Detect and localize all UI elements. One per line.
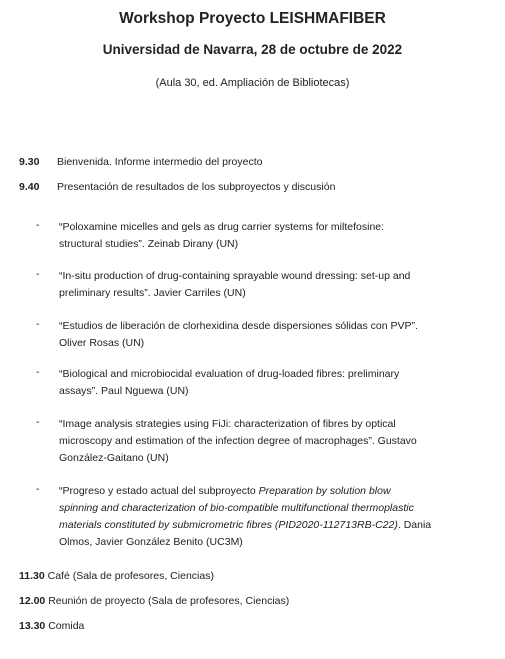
agenda-time: 13.30 [19, 620, 46, 632]
talk-line [59, 517, 479, 534]
talk-line-italic: Preparation by solution blow [258, 485, 391, 497]
talk-text [59, 268, 479, 302]
talk-text [59, 219, 479, 253]
talk-line: “Image analysis strategies using FiJi: characterization of fibres by optical [59, 418, 396, 430]
talk-bullet: - [36, 366, 40, 378]
agenda-time: 11.30 [19, 570, 45, 582]
talk-text [59, 416, 479, 467]
talk-line-plain: . Dania [397, 519, 432, 531]
document-title: Workshop Proyecto LEISHMAFIBER [119, 10, 386, 27]
document-location: (Aula 30, ed. Ampliación de Bibliotecas) [155, 77, 350, 89]
talk-text [59, 483, 479, 551]
talk-line: Olmos, Javier González Benito (UC3M) [59, 536, 243, 548]
talk-text [59, 366, 479, 400]
talk-bullet: - [36, 416, 40, 428]
talk-line-italic: materials constituted by submicrometric fibres (PID2020-112713RB-C22) [59, 519, 398, 531]
talk-line: Oliver Rosas (UN) [59, 337, 145, 349]
agenda-text: Comida [45, 620, 85, 632]
talk-line-plain: “Progreso y estado actual del subproyecto [59, 485, 259, 497]
agenda-text: Café (Sala de profesores, Ciencias) [44, 570, 214, 582]
talk-line: assays”. Paul Nguewa (UN) [59, 385, 189, 397]
talk-line: “Estudios de liberación de clorhexidina desde dispersiones sólidas con PVP”. [59, 320, 418, 332]
agenda-text: Reunión de proyecto (Sala de profesores, Ciencias) [45, 595, 290, 607]
talk-bullet: - [36, 483, 40, 495]
talk-text [59, 318, 479, 352]
talk-bullet: - [36, 268, 40, 280]
talk-line: “Poloxamine micelles and gels as drug carrier systems for miltefosine: [59, 221, 385, 233]
talk-line [59, 483, 479, 500]
agenda-item [19, 595, 289, 607]
talk-line: “Biological and microbiocidal evaluation of drug-loaded fibres: preliminary [59, 368, 400, 380]
talk-line-italic: spinning and characterization of bio-compatible multifunctional thermoplastic [59, 502, 414, 514]
talk-line: González-Gaitano (UN) [59, 452, 169, 464]
agenda-text: Presentación de resultados de los subproyectos y discusión [57, 181, 336, 193]
agenda-item [19, 570, 214, 582]
document-subtitle: Universidad de Navarra, 28 de octubre de 2022 [102, 42, 403, 57]
talk-line: microscopy and estimation of the infection degree of macrophages”. Gustavo [59, 435, 417, 447]
agenda-time: 9.40 [19, 181, 40, 193]
talk-line: “In-situ production of drug-containing sprayable wound dressing: set-up and [59, 270, 411, 282]
talk-line: preliminary results”. Javier Carriles (UN) [59, 287, 246, 299]
agenda-time: 9.30 [19, 156, 40, 168]
talk-bullet: - [36, 219, 40, 231]
talk-bullet: - [36, 318, 40, 330]
agenda-time: 12.00 [19, 595, 46, 607]
talk-line [59, 500, 479, 517]
talk-line: structural studies”. Zeinab Dirany (UN) [59, 238, 239, 250]
agenda-text: Bienvenida. Informe intermedio del proyecto [57, 156, 263, 168]
agenda-item [19, 620, 84, 632]
